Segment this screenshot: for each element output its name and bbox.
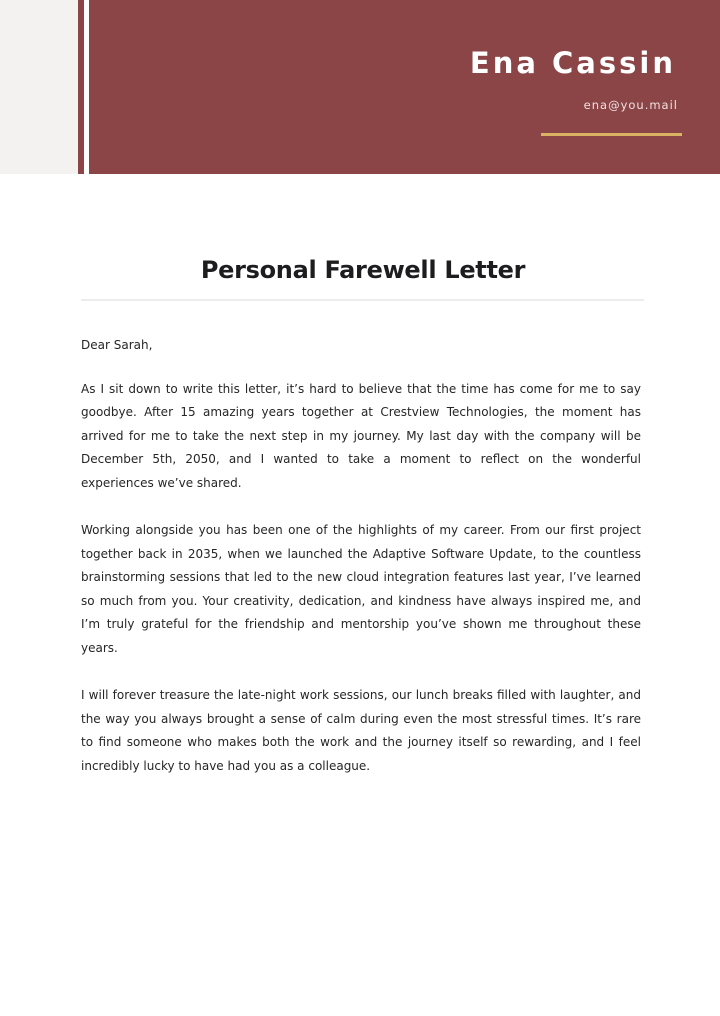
letter-title: Personal Farewell Letter <box>200 256 526 285</box>
sender-name: Ena Cassin <box>469 46 676 80</box>
letter-body <box>81 334 641 802</box>
salutation: Dear Sarah, <box>81 338 153 352</box>
letterhead-banner <box>78 0 720 174</box>
paragraph-2: Working alongside you has been one of the highlights of my career. From our first project together back in 2035, when we launched the Adaptive Software Update, to the countless brainstorming sessions that led to the new cloud integration features last year, I’ve learned so much from you. Your creativity, dedication, and kindness have always inspired me, and I’m truly grateful for the friendship and mentorship you’ve shown me throughout these years. <box>81 523 641 655</box>
left-decorative-strip <box>0 0 78 174</box>
accent-line <box>541 133 682 136</box>
paragraph-3: I will forever treasure the late-night work sessions, our lunch breaks filled with laughter, and the way you always brought a sense of calm during even the most stressful times. It’s rare to find someone who makes both the work and the journey itself so rewarding, and I feel incredibly lucky to have had you as a colleague. <box>81 688 641 773</box>
title-divider <box>81 299 644 301</box>
header-stripe <box>84 0 89 174</box>
sender-email: ena@you.mail <box>583 98 678 112</box>
paragraph-1: As I sit down to write this letter, it’s hard to believe that the time has come for me to say goodbye. After 15 amazing years together at Crestview Technologies, the moment has arrived for me to take the next step in my journey. My last day with the company will be December 5th, 2050, and I wanted to take a moment to reflect on the wonderful experiences we’ve shared. <box>81 381 641 490</box>
